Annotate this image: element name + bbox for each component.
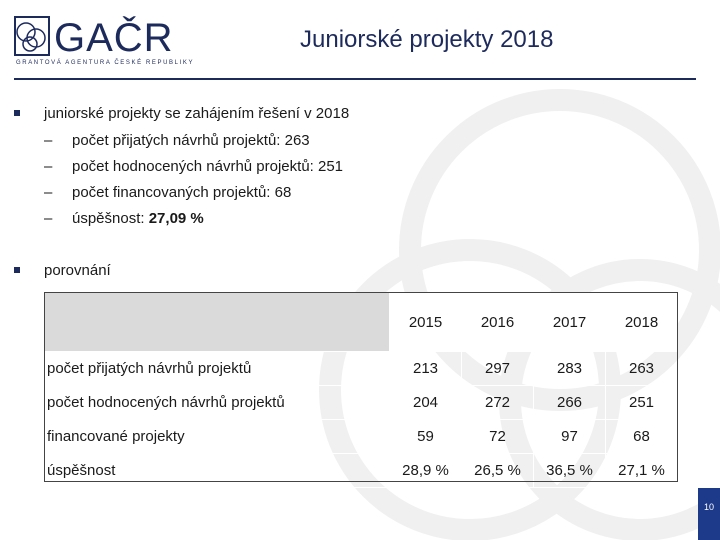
table-cell: 272: [462, 386, 534, 420]
sub-label: počet přijatých návrhů projektů:: [72, 132, 285, 149]
table-corner-cell: [45, 293, 390, 352]
table-cell: 26,5 %: [462, 454, 534, 488]
year-header: 2017: [534, 293, 606, 352]
year-header: 2015: [390, 293, 462, 352]
sub-value: 263: [284, 132, 310, 149]
table-cell: 251: [606, 386, 678, 420]
table-cell: 27,1 %: [606, 454, 678, 488]
year-header: 2016: [462, 293, 534, 352]
table-cell: 283: [534, 352, 606, 386]
table-cell: 72: [462, 420, 534, 454]
page-title: Juniorské projekty 2018: [300, 26, 554, 53]
table-cell: 59: [390, 420, 462, 454]
table-cell: 68: [606, 420, 678, 454]
bullet-text: juniorské projekty se zahájením řešení v 2018: [44, 105, 350, 122]
sub-value: 251: [318, 158, 344, 175]
dash-icon: –: [44, 132, 53, 149]
logo-text: GAČR: [54, 16, 174, 60]
sub-value: 68: [274, 184, 292, 201]
table-cell: 97: [534, 420, 606, 454]
table-header-row: [45, 293, 678, 352]
table-row: [45, 386, 678, 420]
row-label: financované projekty: [45, 420, 390, 454]
table-row: [45, 420, 678, 454]
bullet-square-icon: [14, 110, 20, 116]
page-number: 10: [703, 502, 714, 512]
table-cell: 204: [390, 386, 462, 420]
dash-icon: –: [44, 184, 53, 201]
table-row: [45, 454, 678, 488]
table-cell: 266: [534, 386, 606, 420]
row-label: úspěšnost: [45, 454, 390, 488]
sub-value: 27,09 %: [148, 210, 204, 227]
dash-icon: –: [44, 210, 53, 227]
sub-label: počet financovaných projektů:: [72, 184, 275, 201]
bullet-square-icon: [14, 267, 20, 273]
dash-icon: –: [44, 158, 53, 175]
table-cell: 213: [390, 352, 462, 386]
table-cell: 36,5 %: [534, 454, 606, 488]
row-label: počet přijatých návrhů projektů: [45, 352, 390, 386]
sub-label: počet hodnocených návrhů projektů:: [72, 158, 318, 175]
table-cell: 297: [462, 352, 534, 386]
year-header: 2018: [606, 293, 678, 352]
bullet-text: porovnání: [44, 262, 111, 279]
sub-label: úspěšnost:: [72, 210, 149, 227]
comparison-table: [44, 292, 678, 488]
table-cell: 263: [606, 352, 678, 386]
row-label: počet hodnocených návrhů projektů: [45, 386, 390, 420]
logo-subtitle: GRANTOVÁ AGENTURA ČESKÉ REPUBLIKY: [16, 60, 195, 66]
table-row: [45, 352, 678, 386]
table-cell: 28,9 %: [390, 454, 462, 488]
